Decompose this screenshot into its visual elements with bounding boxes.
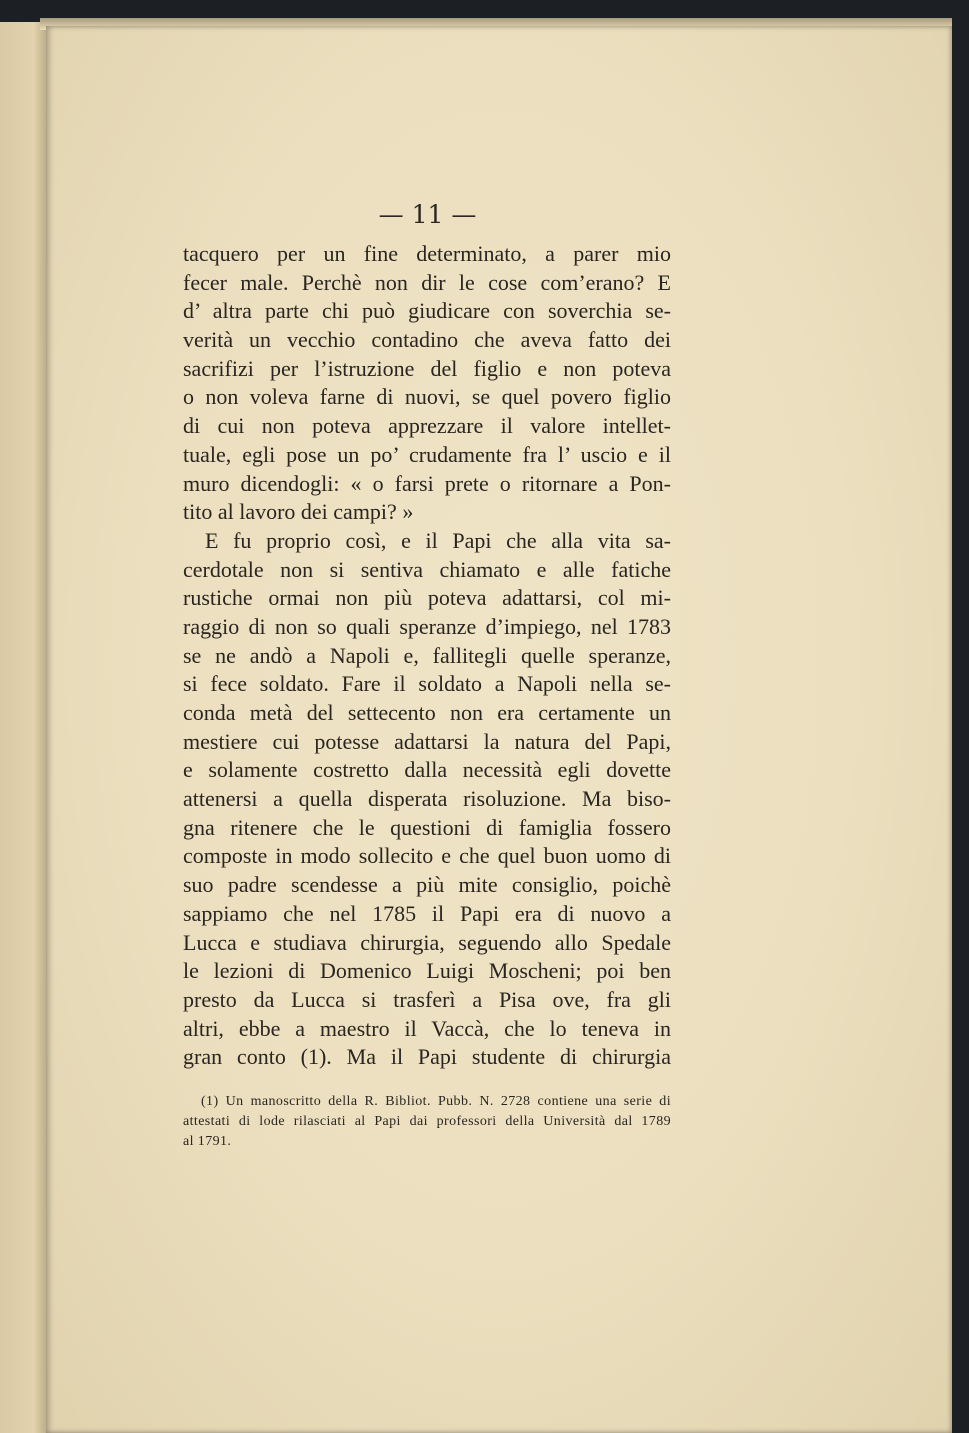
text-line: attenersi a quella disperata risoluzione. Ma biso- — [183, 786, 671, 812]
text-line: tito al lavoro dei campi? » — [183, 499, 414, 525]
text-line: tuale, egli pose un po’ crudamente fra l’ uscio e il — [183, 441, 671, 467]
text-line: gran conto (1). Ma il Papi studente di chirurgia — [183, 1044, 671, 1070]
text-line: Lucca e studiava chirurgia, seguendo allo Spedale — [183, 929, 671, 955]
text-line: E fu proprio così, e il Papi che alla vita sa- — [205, 527, 671, 553]
text-line: verità un vecchio contadino che aveva fatto dei — [183, 327, 671, 353]
text-line: muro dicendogli: « o farsi prete o ritornare a Pon- — [183, 470, 671, 496]
footnote-line: al 1791. — [183, 1134, 232, 1149]
text-line: conda metà del settecento non era certamente un — [183, 700, 671, 725]
text-line: mestiere cui potesse adattarsi la natura del Papi, — [183, 728, 671, 754]
footnote-line: (1) Un manoscritto della R. Bibliot. Pubb. N. 2728 contiene una serie di — [201, 1094, 671, 1109]
text-line: si fece soldato. Fare il soldato a Napoli nella se- — [183, 671, 671, 697]
text-line: presto da Lucca si trasferì a Pisa ove, fra gli — [183, 986, 671, 1012]
text-line: rustiche ormai non più poteva adattarsi, col mi- — [183, 585, 671, 611]
previous-page-edge — [0, 22, 48, 1433]
text-line: le lezioni di Domenico Luigi Moscheni; poi ben — [183, 958, 671, 984]
text-line: di cui non poteva apprezzare il valore intellet- — [183, 413, 671, 439]
text-line: composte in modo sollecito e che quel buon uomo di — [183, 843, 671, 869]
body-text — [183, 240, 671, 1072]
text-line: o non voleva farne di nuovi, se quel povero figlio — [183, 384, 671, 410]
text-line: d’ altra parte chi può giudicare con soverchia se- — [183, 298, 671, 324]
text-line: fecer male. Perchè non dir le cose com’erano? E — [183, 269, 671, 295]
footnote-line: attestati di lode rilasciati al Papi dai professori della Università dal 1789 — [183, 1114, 671, 1129]
text-line: se ne andò a Napoli e, fallitegli quelle speranze, — [183, 642, 671, 668]
text-line: cerdotale non si sentiva chiamato e alle fatiche — [183, 556, 671, 582]
footnote — [183, 1092, 671, 1152]
text-line: e solamente costretto dalla necessità egli dovette — [183, 757, 671, 783]
text-line: raggio di non so quali speranze d’impiego, nel 1783 — [183, 613, 671, 639]
text-line: tacquero per un fine determinato, a parer mio — [183, 241, 671, 266]
text-line: altri, ebbe a maestro il Vaccà, che lo teneva in — [183, 1015, 671, 1041]
text-line: sacrifizi per l’istruzione del figlio e non poteva — [183, 355, 671, 381]
text-line: gna ritenere che le questioni di famiglia fossero — [183, 814, 671, 840]
page-number: — 11 — — [378, 200, 477, 229]
text-line: suo padre scendesse a più mite consiglio, poichè — [183, 872, 671, 898]
text-line: sappiamo che nel 1785 il Papi era di nuovo a — [183, 900, 671, 926]
